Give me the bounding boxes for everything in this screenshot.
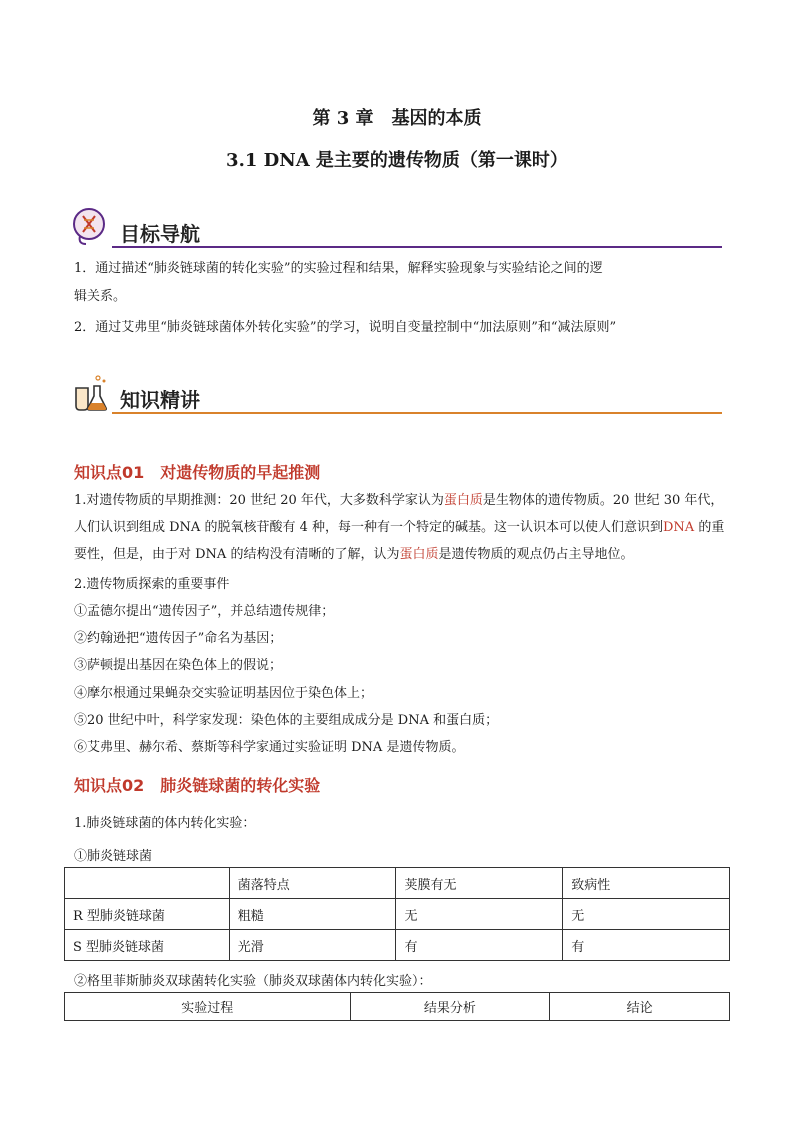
table-header-row xyxy=(65,993,730,1021)
chapter-title: 第 3 章 基因的本质 xyxy=(312,108,482,129)
table-header-cell: 致病性 xyxy=(563,868,730,899)
kp1-heading xyxy=(74,460,320,483)
kp1-event-4: ④摩尔根通过果蝇杂交实验证明基因位于染色体上； xyxy=(74,686,374,701)
table-row xyxy=(65,930,730,961)
kp1-highlight-protein-1: 蛋白质 xyxy=(443,493,483,508)
kp1-events-title: 2.遗传物质探索的重要事件 xyxy=(74,577,230,592)
knowledge-divider xyxy=(112,412,722,414)
kp2-title: 肺炎链球菌的转化实验 xyxy=(160,776,321,795)
knowledge-section-header xyxy=(72,372,722,416)
table-cell: 无 xyxy=(563,899,730,930)
table-cell: 光滑 xyxy=(229,930,396,961)
table-header-cell: 菌落特点 xyxy=(229,868,396,899)
kp1-event-2: ②约翰逊把“遗传因子”命名为基因； xyxy=(74,631,283,646)
goal-item-1: 1．通过描述“肺炎链球菌的转化实验”的实验过程和结果，解释实验现象与实验结论之间的逻 xyxy=(74,261,603,276)
goal-item-1-cont: 辑关系。 xyxy=(74,289,127,304)
table-cell: 粗糙 xyxy=(229,899,396,930)
kp1-highlight-dna: DNA xyxy=(663,520,695,535)
table-header-cell xyxy=(65,868,230,899)
griffith-table xyxy=(64,992,730,1021)
lesson-title: 3.1 DNA 是主要的遗传物质（第一课时） xyxy=(226,150,568,171)
table-cell: S 型肺炎链球菌 xyxy=(65,930,230,961)
table-cell: 无 xyxy=(396,899,563,930)
goals-section-label: 目标导航 xyxy=(120,222,200,246)
bacteria-table xyxy=(64,867,730,961)
kp1-text-c: 的重要性，但是，由于对 DNA 的结构没有清晰的了解，认为 xyxy=(74,520,725,562)
goals-section-header xyxy=(72,206,722,250)
lab-flask-icon xyxy=(72,372,110,412)
kp2-sub1: ①肺炎链球菌 xyxy=(74,849,153,864)
kp1-text-b: 是生物体的遗传物质。20 世纪 30 年代，人们认识到组成 DNA 的脱氧核苷酸有 4 种，每一种有一个特定的碱基。这一认识本可以使人们意识到 xyxy=(74,493,724,535)
kp2-intro: 1.肺炎链球菌的体内转化实验： xyxy=(74,816,256,831)
kp2-number: 知识点02 xyxy=(74,776,145,795)
table-header-cell: 结果分析 xyxy=(350,993,550,1021)
table-header-cell: 实验过程 xyxy=(65,993,351,1021)
goals-divider xyxy=(112,246,722,248)
kp1-paragraph xyxy=(74,487,726,568)
table-cell: 有 xyxy=(396,930,563,961)
kp1-title: 对遗传物质的早起推测 xyxy=(160,463,321,482)
kp1-number: 知识点01 xyxy=(74,463,145,482)
kp1-event-1: ①孟德尔提出“遗传因子”，并总结遗传规律； xyxy=(74,604,335,619)
kp1-event-5: ⑤20 世纪中叶，科学家发现：染色体的主要组成成分是 DNA 和蛋白质； xyxy=(74,713,499,728)
table-cell: 有 xyxy=(563,930,730,961)
kp1-text-d: 是遗传物质的观点仍占主导地位。 xyxy=(438,547,634,562)
kp1-event-6: ⑥艾弗里、赫尔希、蔡斯等科学家通过实验证明 DNA 是遗传物质。 xyxy=(74,740,465,755)
kp1-text-a: 1.对遗传物质的早期推测：20 世纪 20 年代，大多数科学家认为 xyxy=(74,493,444,508)
kp1-event-3: ③萨顿提出基因在染色体上的假说； xyxy=(74,658,283,673)
table-header-row xyxy=(65,868,730,899)
kp2-heading xyxy=(74,773,320,796)
table-header-cell: 荚膜有无 xyxy=(396,868,563,899)
knowledge-section-label: 知识精讲 xyxy=(120,388,200,412)
table-cell: R 型肺炎链球菌 xyxy=(65,899,230,930)
brain-dna-icon xyxy=(72,206,110,246)
kp2-sub2: ②格里菲斯肺炎双球菌转化实验（肺炎双球菌体内转化实验）： xyxy=(74,974,432,989)
goal-item-2: 2．通过艾弗里“肺炎链球菌体外转化实验”的学习，说明自变量控制中“加法原则”和“减法原则” xyxy=(74,320,617,335)
table-row xyxy=(65,899,730,930)
table-header-cell: 结论 xyxy=(550,993,730,1021)
kp1-highlight-protein-2: 蛋白质 xyxy=(399,547,439,562)
